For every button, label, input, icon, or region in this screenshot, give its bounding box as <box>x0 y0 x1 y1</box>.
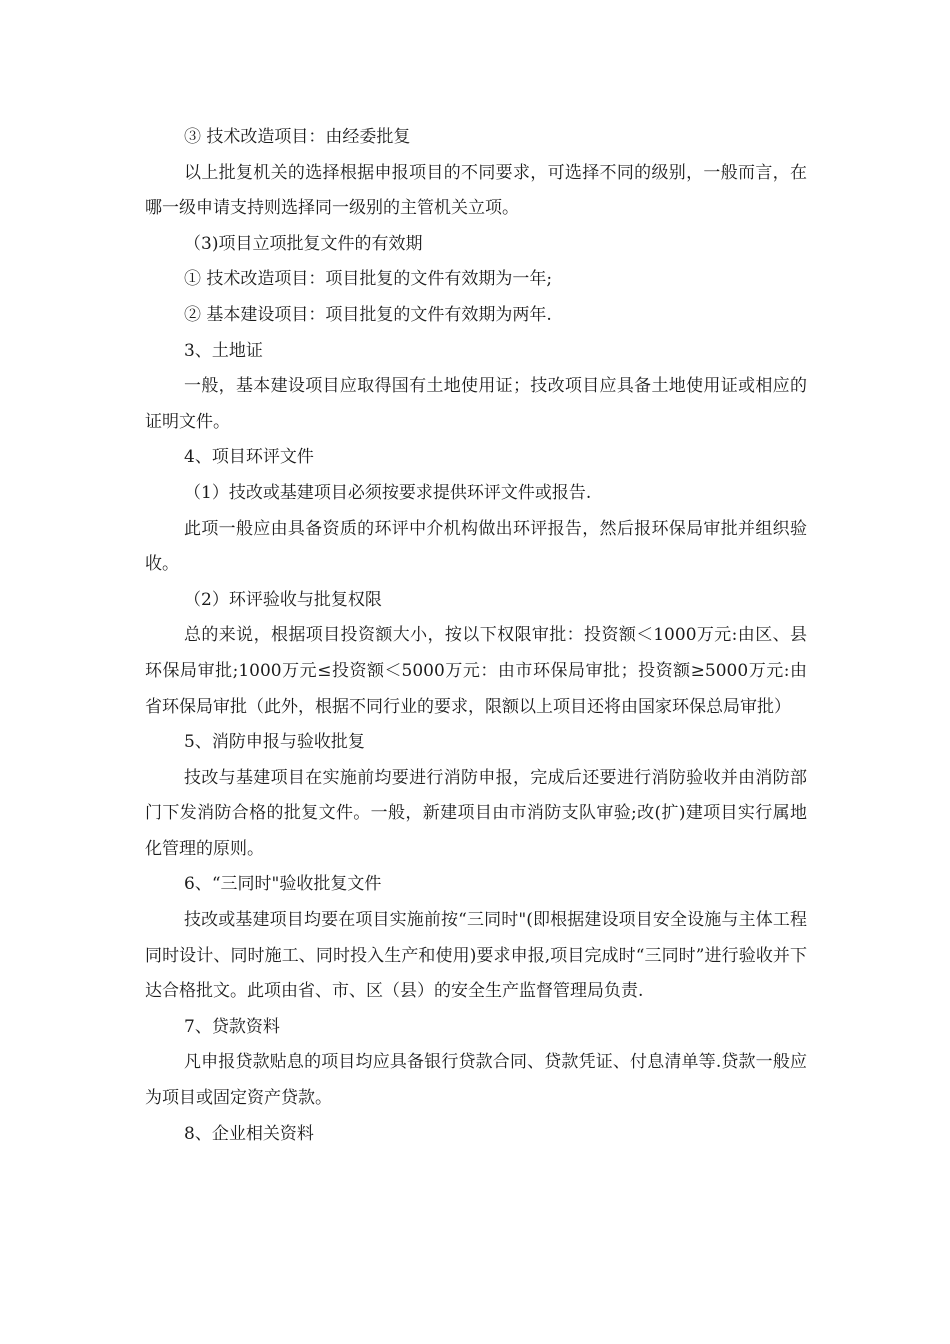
paragraph-loan-materials: 凡申报贷款贴息的项目均应具备银行贷款合同、贷款凭证、付息清单等.贷款一般应为项目或固定资产贷款。 <box>145 1052 807 1109</box>
subheading-eia-required: （1）技改或基建项目必须按要求提供环评文件或报告. <box>184 482 592 503</box>
paragraph-validity-tech-reform: ① 技术改造项目：项目批复的文件有效期为一年; <box>184 269 553 290</box>
paragraph-land-certificate: 一般，基本建设项目应取得国有土地使用证；技改项目应具备土地使用证或相应的证明文件。 <box>145 376 807 432</box>
document-body <box>145 120 807 1152</box>
paragraph-eia-authority: 总的来说，根据项目投资额大小，按以下权限审批：投资额＜1000万元:由区、县环保局审批;1000万元≤投资额＜5000万元：由市环保局审批；投资额≥5000万元:由省环保局审批（此外，根据不同行业的要求，限额以上项目还将由国家环保总局审批） <box>145 625 807 717</box>
heading-environmental-assessment: 4、项目环评文件 <box>184 447 314 468</box>
paragraph-validity-construction: ② 基本建设项目：项目批复的文件有效期为两年. <box>184 304 552 325</box>
heading-loan-materials: 7、贷款资料 <box>184 1016 280 1037</box>
heading-three-simultaneous: 6、“三同时"验收批复文件 <box>184 874 382 895</box>
heading-company-materials: 8、企业相关资料 <box>184 1123 314 1144</box>
paragraph-eia-agency: 此项一般应由具备资质的环评中介机构做出环评报告，然后报环保局审批并组织验收。 <box>145 518 807 575</box>
subheading-eia-authority: （2）环评验收与批复权限 <box>184 589 382 610</box>
heading-land-certificate: 3、土地证 <box>184 340 263 361</box>
paragraph-three-simultaneous: 技改或基建项目均要在项目实施前按“三同时"(即根据建设项目安全设施与主体工程同时设计、同时施工、同时投入生产和使用)要求申报,项目完成时“三同时”进行验收并下达合格批文。此项由省、市、区（县）的安全生产监督管理局负责. <box>145 910 807 1002</box>
heading-approval-validity: （3)项目立项批复文件的有效期 <box>184 233 423 254</box>
paragraph-approval-selection: 以上批复机关的选择根据申报项目的不同要求，可选择不同的级别，一般而言，在哪一级申请支持则选择同一级别的主管机关立项。 <box>145 162 807 219</box>
paragraph-fire-protection: 技改与基建项目在实施前均要进行消防申报，完成后还要进行消防验收并由消防部门下发消防合格的批复文件。一般，新建项目由市消防支队审验;改(扩)建项目实行属地化管理的原则。 <box>145 767 807 859</box>
heading-fire-protection: 5、消防申报与验收批复 <box>184 732 365 753</box>
paragraph-approval-tech-reform: ③ 技术改造项目：由经委批复 <box>184 127 411 147</box>
